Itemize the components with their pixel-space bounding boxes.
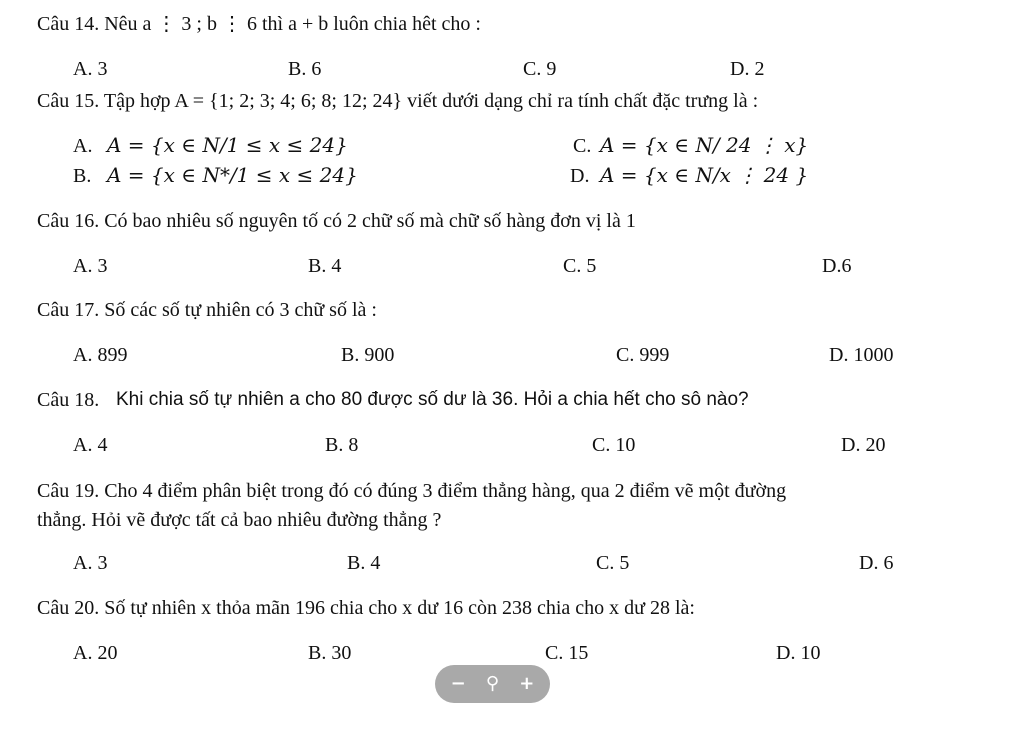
q17-option-d: D. 1000 <box>829 344 894 366</box>
question-15-stem: Câu 15. Tập hợp A = {1; 2; 3; 4; 6; 8; 12; 24} viết dưới dạng chỉ ra tính chất đặc trưng là : <box>37 90 759 112</box>
question-16-stem: Câu 16. Có bao nhiêu số nguyên tố có 2 chữ số mà chữ số hàng đơn vị là 1 <box>37 210 636 232</box>
q17-option-c: C. 999 <box>616 344 670 366</box>
q20-option-a: A. 20 <box>73 642 118 664</box>
question-19-stem-line-1: Câu 19. Cho 4 điểm phân biệt trong đó có đúng 3 điểm thẳng hàng, qua 2 điểm vẽ một đường <box>37 480 787 502</box>
q14-option-a: A. 3 <box>73 58 108 80</box>
q15-option-a: A = {𝑥 ∈ 𝑁/1 ≤ 𝑥 ≤ 24} <box>107 133 348 157</box>
question-20-stem: Câu 20. Số tự nhiên x thỏa mãn 196 chia cho x dư 16 còn 238 chia cho x dư 28 là: <box>37 597 695 619</box>
q15-option-d-label: D. <box>570 165 590 187</box>
q19-option-c: C. 5 <box>596 552 630 574</box>
q19-option-b: B. 4 <box>347 552 381 574</box>
zoom-out-button[interactable]: − <box>450 673 466 694</box>
q15-option-c-label: C. <box>573 135 592 157</box>
q19-option-d: D. 6 <box>859 552 894 574</box>
question-19-stem-line-2: thẳng. Hỏi vẽ được tất cả bao nhiêu đường thẳng ? <box>37 509 442 531</box>
zoom-toolbar <box>435 665 550 703</box>
q18-option-b: B. 8 <box>325 434 359 456</box>
q15-option-c: A = {𝑥 ∈ 𝑁/ 24 ⋮ 𝑥} <box>600 133 809 157</box>
q14-option-c: C. 9 <box>523 58 557 80</box>
q16-option-d: D.6 <box>822 255 852 277</box>
zoom-icon[interactable]: ⚲ <box>485 673 500 694</box>
q15-option-b-label: B. <box>73 165 92 187</box>
question-14-stem: Câu 14. Nêu a ⋮ 3 ; b ⋮ 6 thì a + b luôn chia hêt cho : <box>37 13 481 35</box>
question-18-number: Câu 18. <box>37 389 100 411</box>
q20-option-b: B. 30 <box>308 642 352 664</box>
q20-option-c: C. 15 <box>545 642 589 664</box>
q18-option-a: A. 4 <box>73 434 108 456</box>
q19-option-a: A. 3 <box>73 552 108 574</box>
q14-option-b: B. 6 <box>288 58 322 80</box>
q17-option-b: B. 900 <box>341 344 395 366</box>
zoom-in-button[interactable]: + <box>519 673 535 694</box>
question-18-stem: Khi chia số tự nhiên a cho 80 được số dư là 36. Hỏi a chia hết cho sô nào? <box>116 389 749 410</box>
q16-option-a: A. 3 <box>73 255 108 277</box>
q15-option-b: A = {𝑥 ∈ 𝑁*/1 ≤ 𝑥 ≤ 24} <box>107 163 358 187</box>
q16-option-c: C. 5 <box>563 255 597 277</box>
q18-option-d: D. 20 <box>841 434 886 456</box>
question-17-stem: Câu 17. Số các số tự nhiên có 3 chữ số là : <box>37 299 377 321</box>
q15-option-d: A = {𝑥 ∈ 𝑁/𝑥 ⋮ 24 } <box>600 163 809 187</box>
q18-option-c: C. 10 <box>592 434 636 456</box>
q20-option-d: D. 10 <box>776 642 821 664</box>
q16-option-b: B. 4 <box>308 255 342 277</box>
q17-option-a: A. 899 <box>73 344 128 366</box>
q15-option-a-label: A. <box>73 135 93 157</box>
q14-option-d: D. 2 <box>730 58 765 80</box>
